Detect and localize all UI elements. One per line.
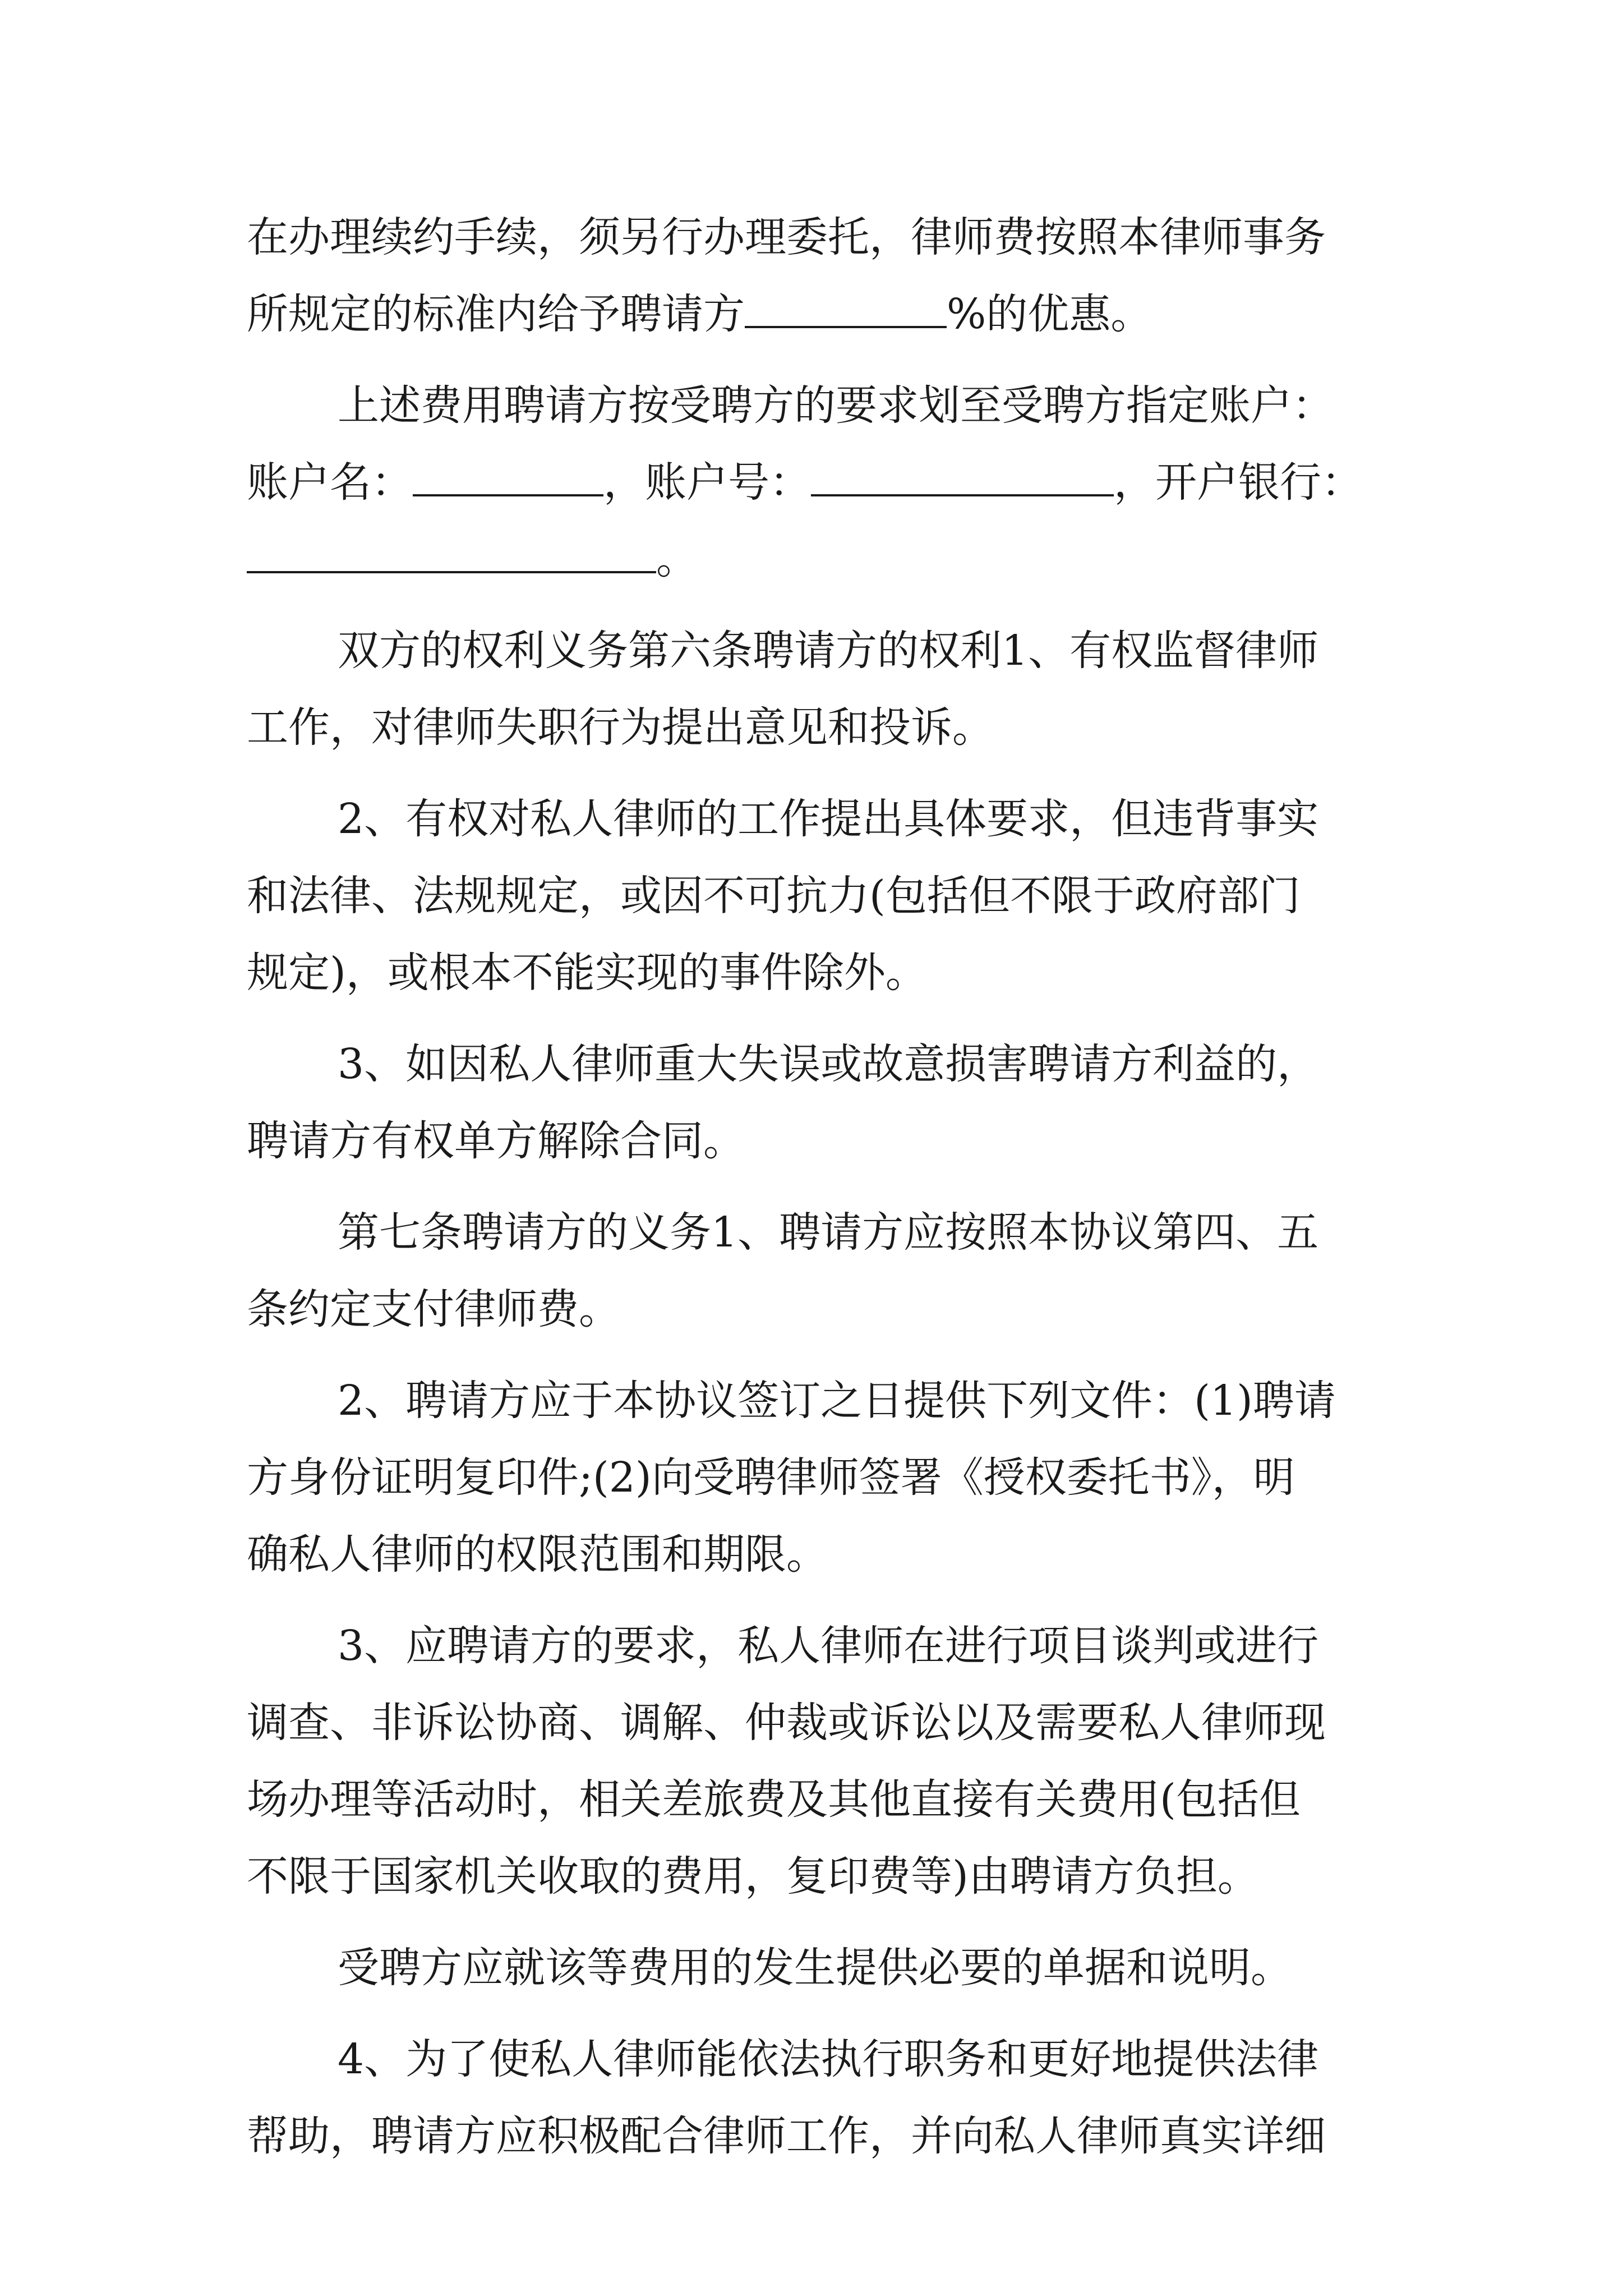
text-line xyxy=(247,1271,1396,1348)
text-line xyxy=(247,613,1396,689)
account-number-blank xyxy=(811,461,1114,496)
account-name-blank xyxy=(413,461,603,496)
text-span: 条约定支付律师费。 xyxy=(247,1285,620,1333)
text-span: 确私人律师的权限范围和期限。 xyxy=(247,1530,828,1579)
text-span: 调查、非诉讼协商、调解、仲裁或诉讼以及需要私人律师现 xyxy=(247,1699,1326,1747)
text-span: 帮助，聘请方应积极配合律师工作，并向私人律师真实详细 xyxy=(247,2112,1326,2160)
text-line xyxy=(247,858,1396,935)
text-line xyxy=(247,1439,1396,1516)
text-span: 工作，对律师失职行为提出意见和投诉。 xyxy=(247,703,994,752)
text-span: 所规定的标准内给予聘请方 xyxy=(247,290,745,338)
text-line xyxy=(247,1363,1396,1439)
text-span: ，开户银行： xyxy=(1114,458,1363,507)
text-span: 2、有权对私人律师的工作提出具体要求，但违背事实 xyxy=(338,795,1319,843)
document-body xyxy=(247,199,1396,2175)
text-line xyxy=(247,444,1396,521)
text-span: 账户名： xyxy=(247,458,413,507)
text-span: 在办理续约手续，须另行办理委托，律师费按照本律师事务 xyxy=(247,213,1326,261)
text-span: 2、聘请方应于本协议签订之日提供下列文件：(1)聘请 xyxy=(338,1377,1336,1425)
text-line xyxy=(247,1930,1396,2007)
text-span: ，账户号： xyxy=(603,458,811,507)
text-span: 场办理等活动时，相关差旅费及其他直接有关费用(包括但 xyxy=(247,1775,1301,1824)
text-line xyxy=(247,2098,1396,2175)
text-line xyxy=(247,367,1396,444)
text-line xyxy=(247,1608,1396,1685)
text-span: 3、如因私人律师重大失误或故意损害聘请方利益的， xyxy=(338,1040,1319,1088)
fill-in-blank xyxy=(745,292,947,328)
text-span: 方身份证明复印件;(2)向受聘律师签署《授权委托书》，明 xyxy=(247,1453,1295,1502)
text-span: 双方的权利义务第六条聘请方的权利1、有权监督律师 xyxy=(338,627,1319,675)
text-span: 3、应聘请方的要求，私人律师在进行项目谈判或进行 xyxy=(338,1622,1319,1670)
text-line xyxy=(247,1103,1396,1180)
text-span: %的优惠。 xyxy=(947,290,1152,338)
text-line xyxy=(247,1194,1396,1271)
text-line xyxy=(247,935,1396,1011)
text-span: 规定)，或根本不能实现的事件除外。 xyxy=(247,949,927,997)
text-span: 上述费用聘请方按受聘方的要求划至受聘方指定账户： xyxy=(338,381,1334,430)
text-span: 。 xyxy=(656,535,698,583)
text-line xyxy=(247,1685,1396,1761)
text-span: 第七条聘请方的义务1、聘请方应按照本协议第四、五 xyxy=(338,1208,1319,1257)
text-span: 聘请方有权单方解除合同。 xyxy=(247,1117,745,1165)
text-line xyxy=(247,1026,1396,1103)
text-span: 和法律、法规规定，或因不可抗力(包括但不限于政府部门 xyxy=(247,872,1301,920)
text-line xyxy=(247,1516,1396,1593)
text-line xyxy=(247,1761,1396,1838)
bank-name-blank xyxy=(247,537,656,573)
text-line xyxy=(247,689,1396,766)
text-line xyxy=(247,781,1396,858)
text-line xyxy=(247,2021,1396,2098)
text-line xyxy=(247,276,1396,353)
text-span: 不限于国家机关收取的费用，复印费等)由聘请方负担。 xyxy=(247,1852,1259,1901)
text-line xyxy=(247,521,1396,598)
text-span: 受聘方应就该等费用的发生提供必要的单据和说明。 xyxy=(338,1944,1292,1992)
text-span: 4、为了使私人律师能依法执行职务和更好地提供法律 xyxy=(338,2035,1319,2083)
text-line xyxy=(247,199,1396,276)
text-line xyxy=(247,1838,1396,1915)
